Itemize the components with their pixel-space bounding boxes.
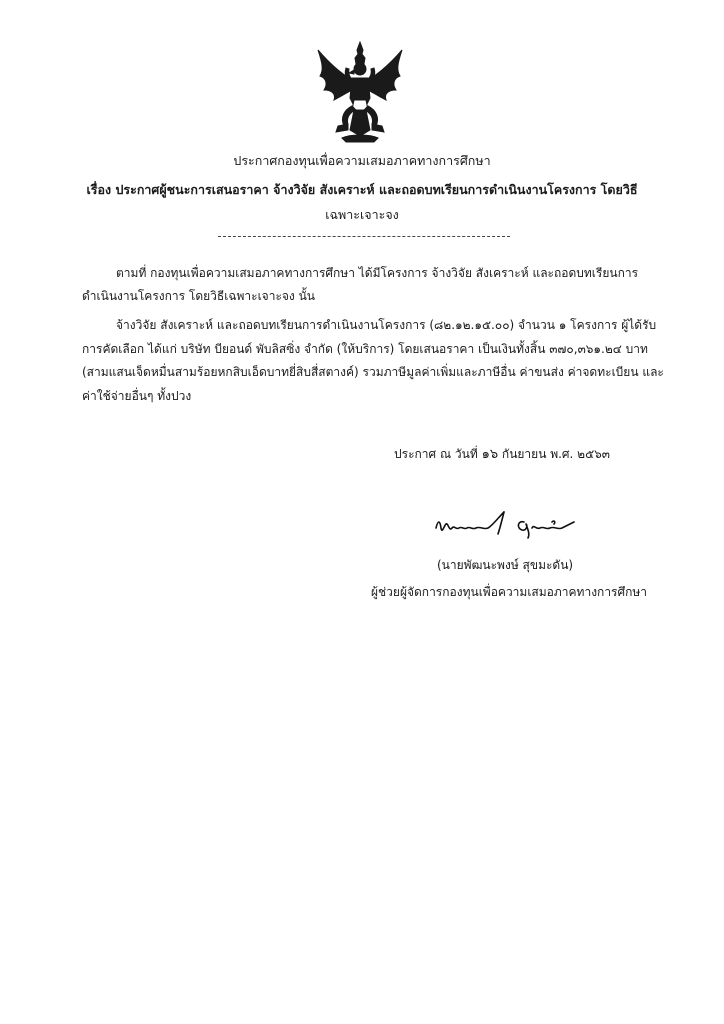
date-prefix: ประกาศ ณ วันที่: [394, 447, 478, 461]
signer-name: (นายพัฒนะพงษ์ สุขมะดัน): [437, 558, 574, 572]
dashed-divider: [218, 236, 510, 237]
handwritten-signature-icon: [432, 508, 592, 542]
subject-heading: เรื่อง ประกาศผู้ชนะการเสนอราคา จ้างวิจัย สังเคราะห์ และถอดบทเรียนการดำเนินงานโครงการ โดยวิธี: [86, 182, 638, 197]
garuda-emblem-icon: [314, 40, 406, 144]
date-day: ๑๖: [481, 447, 499, 462]
body-paragraph-1-line-2: ดำเนินงานโครงการ โดยวิธีเฉพาะเจาะจง นั้น: [82, 289, 316, 303]
date-month-year: กันยายน พ.ศ. ๒๕๖๓: [501, 447, 610, 461]
body-paragraph-2-line-1: จ้างวิจัย สังเคราะห์ และถอดบทเรียนการดำเนินงานโครงการ (๘๒.๑๒.๑๕.๐๐) จำนวน ๑ โครงการ ผู้ได้รับ: [116, 318, 657, 332]
body-paragraph-2-line-3: (สามแสนเจ็ดหมื่นสามร้อยหกสิบเอ็ดบาทยี่สิบสี่สตางค์) รวมภาษีมูลค่าเพิ่มและภาษีอื่น ค่าขนส่ง ค่าจดทะเบียน และ: [82, 365, 664, 379]
subject-heading-continued: เฉพาะเจาะจง: [325, 207, 399, 222]
signer-position: ผู้ช่วยผู้จัดการกองทุนเพื่อความเสมอภาคทางการศึกษา: [371, 585, 648, 599]
announcement-date: [394, 446, 610, 463]
issuer-title: ประกาศกองทุนเพื่อความเสมอภาคทางการศึกษา: [233, 153, 491, 168]
body-paragraph-2-line-4: ค่าใช้จ่ายอื่นๆ ทั้งปวง: [82, 389, 192, 403]
body-paragraph-1-line-1: ตามที่ กองทุนเพื่อความเสมอภาคทางการศึกษา ได้มีโครงการ จ้างวิจัย สังเคราะห์ และถอดบทเรียนการ: [116, 266, 639, 280]
body-paragraph-2-line-2: การคัดเลือก ได้แก่ บริษัท บียอนด์ พับลิสซิ่ง จำกัด (ให้บริการ) โดยเสนอราคา เป็นเงินทั้งสิ้น ๓๗๐,๓๖๑.๒๔ บาท: [82, 342, 648, 356]
